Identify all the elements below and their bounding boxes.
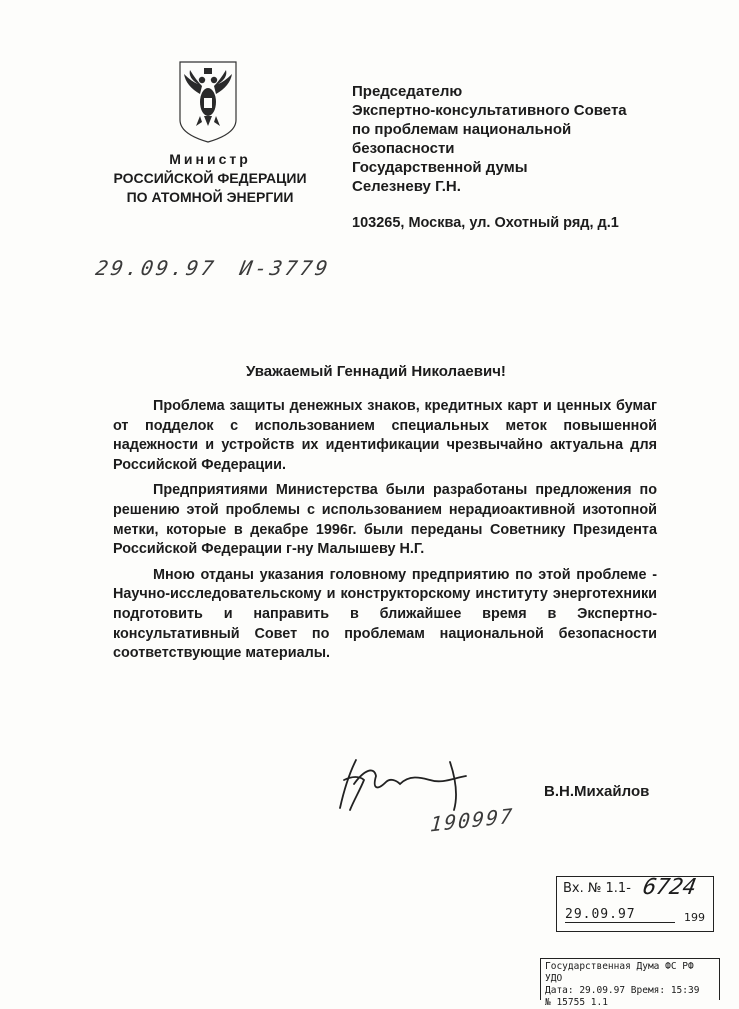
addressee-line: Государственной думы	[352, 159, 528, 176]
signer-name: В.Н.Михайлов	[544, 783, 650, 800]
stamp-label: Вх. № 1.1-	[563, 881, 631, 896]
stamp-number: 6724	[640, 875, 699, 900]
addressee-line: по проблемам национальной	[352, 121, 572, 138]
letterhead-ministry: ПО АТОМНОЙ ЭНЕРГИИ	[126, 189, 294, 205]
letterhead-country: РОССИЙСКОЙ ФЕДЕРАЦИИ	[113, 170, 307, 186]
duma-registration-stamp	[540, 958, 720, 1008]
letter-body	[113, 397, 657, 670]
addressee-line: Селезневу Г.Н.	[352, 178, 461, 195]
coat-of-arms-icon	[178, 60, 238, 144]
addressee-address: 103265, Москва, ул. Охотный ряд, д.1	[352, 215, 619, 231]
body-paragraph: Мною отданы указания головному предприятию по этой проблеме - Научно-исследовательскому и конструкторскому институту энерготехники подготовить и направить в ближайшее время в Экспертно-консультативный Совет по проблемам национальной безопасности соответствующие материалы.	[113, 566, 657, 662]
addressee-block	[352, 82, 712, 196]
body-paragraph: Предприятиями Министерства были разработаны предложения по решению этой проблемы с использованием нерадиоактивной изотопной метки, которые в декабре 1996г. были переданы Советнику Президента Российской Федерации г-ну Малышеву Н.Г.	[113, 482, 657, 558]
stamp-line: № 15755 1.1	[545, 997, 608, 1008]
salutation: Уважаемый Геннадий Николаевич!	[246, 363, 506, 380]
registration-date: 29.09.97	[93, 256, 219, 280]
letterhead-title: Министр	[169, 151, 251, 167]
addressee-line: Экспертно-консультативного Совета	[352, 102, 627, 119]
letterhead	[100, 150, 320, 207]
stamp-date: 29.09.97	[565, 907, 675, 923]
body-paragraph: Проблема защиты денежных знаков, кредитных карт и ценных бумаг от подделок с использованием специальных меток повышенной надежности и устройств их идентификации чрезвычайно актуальна для Российской Федерации.	[113, 398, 657, 473]
incoming-stamp	[556, 876, 714, 932]
addressee-line: безопасности	[352, 140, 455, 157]
stamp-year: 199	[684, 911, 705, 924]
addressee-line: Председателю	[352, 83, 463, 100]
stamp-line: Дата: 29.09.97 Время: 15:39	[545, 985, 700, 996]
signature-date: 190997	[429, 803, 515, 837]
registration-number: И-3779	[237, 256, 333, 280]
stamp-line: Государственная Дума ФС РФ УДО	[545, 961, 694, 984]
